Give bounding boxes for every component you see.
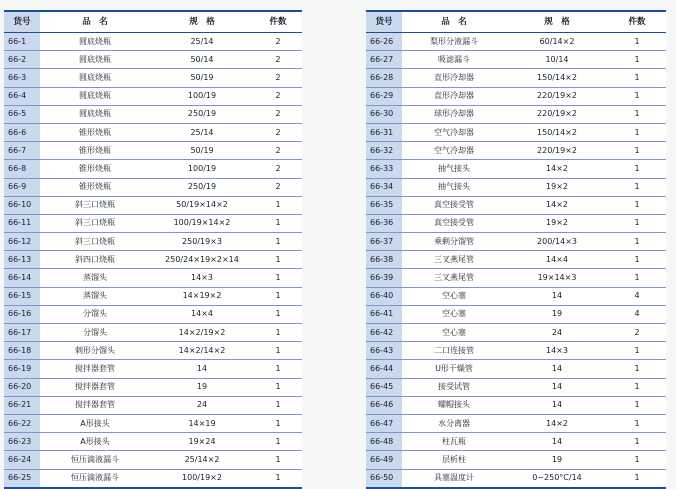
table-row bbox=[366, 396, 666, 414]
cell-qty: 1 bbox=[254, 342, 302, 360]
cell-code: 66-31 bbox=[366, 123, 402, 141]
cell-code: 66-38 bbox=[366, 251, 402, 269]
cell-name: 抽气接头 bbox=[402, 178, 506, 196]
cell-code: 66-2 bbox=[4, 51, 40, 69]
cell-name: 空心塞 bbox=[402, 305, 506, 323]
table-row bbox=[366, 324, 666, 342]
cell-qty: 1 bbox=[608, 214, 666, 232]
table-row bbox=[366, 160, 666, 178]
cell-code: 66-24 bbox=[4, 451, 40, 469]
cell-spec: 19×24 bbox=[150, 433, 254, 451]
cell-name: A形接头 bbox=[40, 414, 150, 432]
table-row bbox=[366, 142, 666, 160]
cell-code: 66-20 bbox=[4, 378, 40, 396]
header-code: 货号 bbox=[4, 11, 40, 33]
table-row bbox=[366, 33, 666, 51]
cell-spec: 14 bbox=[506, 287, 608, 305]
cell-qty: 2 bbox=[254, 142, 302, 160]
table-row bbox=[4, 360, 302, 378]
cell-name: 空心塞 bbox=[402, 287, 506, 305]
cell-spec: 200/14×3 bbox=[506, 233, 608, 251]
cell-spec: 50/19 bbox=[150, 69, 254, 87]
cell-code: 66-25 bbox=[4, 469, 40, 488]
cell-spec: 10/14 bbox=[506, 51, 608, 69]
cell-spec: 14×3 bbox=[506, 342, 608, 360]
cell-name: 搅拌器套管 bbox=[40, 396, 150, 414]
table-row bbox=[366, 87, 666, 105]
cell-qty: 1 bbox=[608, 233, 666, 251]
cell-qty: 4 bbox=[608, 305, 666, 323]
cell-code: 66-23 bbox=[4, 433, 40, 451]
cell-spec: 250/24×19×2×14 bbox=[150, 251, 254, 269]
cell-spec: 14×2 bbox=[506, 414, 608, 432]
cell-code: 66-12 bbox=[4, 233, 40, 251]
cell-name: A形接头 bbox=[40, 433, 150, 451]
cell-code: 66-28 bbox=[366, 69, 402, 87]
table-row bbox=[4, 305, 302, 323]
table-row bbox=[4, 214, 302, 232]
cell-spec: 14×2 bbox=[506, 160, 608, 178]
table-row bbox=[366, 269, 666, 287]
table-row bbox=[366, 233, 666, 251]
cell-name: 搅拌器套管 bbox=[40, 378, 150, 396]
cell-code: 66-43 bbox=[366, 342, 402, 360]
table-row bbox=[4, 178, 302, 196]
table-row bbox=[366, 414, 666, 432]
cell-spec: 14 bbox=[506, 396, 608, 414]
cell-code: 66-5 bbox=[4, 105, 40, 123]
cell-name: 乘剩分馏管 bbox=[402, 233, 506, 251]
cell-spec: 25/14×2 bbox=[150, 451, 254, 469]
cell-code: 66-39 bbox=[366, 269, 402, 287]
cell-name: 斜三口烧瓶 bbox=[40, 214, 150, 232]
cell-code: 66-8 bbox=[4, 160, 40, 178]
cell-code: 66-42 bbox=[366, 324, 402, 342]
cell-qty: 1 bbox=[608, 342, 666, 360]
header-qty: 件数 bbox=[608, 11, 666, 33]
cell-spec: 50/19×14×2 bbox=[150, 196, 254, 214]
cell-name: 空气冷却器 bbox=[402, 142, 506, 160]
table-row bbox=[366, 469, 666, 488]
cell-code: 66-36 bbox=[366, 214, 402, 232]
cell-name: 圆底烧瓶 bbox=[40, 33, 150, 51]
cell-name: 三叉燕尾管 bbox=[402, 251, 506, 269]
cell-spec: 19 bbox=[506, 451, 608, 469]
cell-qty: 2 bbox=[254, 69, 302, 87]
cell-spec: 50/14 bbox=[150, 51, 254, 69]
cell-spec: 100/19×14×2 bbox=[150, 214, 254, 232]
cell-qty: 2 bbox=[254, 33, 302, 51]
cell-name: 分馏头 bbox=[40, 305, 150, 323]
cell-name: 斜四口烧瓶 bbox=[40, 251, 150, 269]
cell-spec: 0~250°C/14 bbox=[506, 469, 608, 488]
cell-spec: 24 bbox=[506, 324, 608, 342]
cell-spec: 14×19 bbox=[150, 414, 254, 432]
cell-name: 锥形烧瓶 bbox=[40, 142, 150, 160]
table-row bbox=[366, 51, 666, 69]
cell-qty: 1 bbox=[254, 433, 302, 451]
cell-spec: 14 bbox=[506, 433, 608, 451]
table-row bbox=[366, 287, 666, 305]
cell-qty: 1 bbox=[608, 87, 666, 105]
table-row bbox=[4, 233, 302, 251]
cell-name: 恒压滴液漏斗 bbox=[40, 451, 150, 469]
cell-code: 66-33 bbox=[366, 160, 402, 178]
table-row bbox=[366, 214, 666, 232]
cell-qty: 1 bbox=[254, 214, 302, 232]
cell-name: 层析柱 bbox=[402, 451, 506, 469]
cell-name: 搅拌器套管 bbox=[40, 360, 150, 378]
cell-code: 66-27 bbox=[366, 51, 402, 69]
cell-spec: 150/14×2 bbox=[506, 123, 608, 141]
table-row bbox=[366, 342, 666, 360]
cell-qty: 2 bbox=[254, 178, 302, 196]
cell-spec: 14×2 bbox=[506, 196, 608, 214]
cell-name: 三叉燕尾管 bbox=[402, 269, 506, 287]
cell-spec: 100/19 bbox=[150, 160, 254, 178]
cell-qty: 1 bbox=[608, 396, 666, 414]
cell-code: 66-18 bbox=[4, 342, 40, 360]
table-row bbox=[4, 33, 302, 51]
cell-qty: 1 bbox=[254, 305, 302, 323]
cell-spec: 60/14×2 bbox=[506, 33, 608, 51]
cell-name: U形干燥管 bbox=[402, 360, 506, 378]
cell-code: 66-22 bbox=[4, 414, 40, 432]
cell-qty: 1 bbox=[254, 196, 302, 214]
cell-code: 66-47 bbox=[366, 414, 402, 432]
table-row bbox=[366, 451, 666, 469]
cell-name: 圆底烧瓶 bbox=[40, 87, 150, 105]
table-row bbox=[4, 269, 302, 287]
table-row bbox=[4, 287, 302, 305]
cell-code: 66-41 bbox=[366, 305, 402, 323]
cell-spec: 250/19 bbox=[150, 178, 254, 196]
table-row bbox=[366, 196, 666, 214]
table-row bbox=[366, 178, 666, 196]
cell-code: 66-3 bbox=[4, 69, 40, 87]
cell-spec: 14 bbox=[150, 360, 254, 378]
table-row bbox=[4, 451, 302, 469]
cell-spec: 19×14×3 bbox=[506, 269, 608, 287]
cell-spec: 14×4 bbox=[150, 305, 254, 323]
cell-name: 蒸馏头 bbox=[40, 269, 150, 287]
cell-qty: 1 bbox=[608, 51, 666, 69]
cell-code: 66-16 bbox=[4, 305, 40, 323]
cell-code: 66-45 bbox=[366, 378, 402, 396]
table-row bbox=[4, 378, 302, 396]
table-row bbox=[366, 360, 666, 378]
cell-name: 梨形分液漏斗 bbox=[402, 33, 506, 51]
table-row bbox=[4, 105, 302, 123]
cell-name: 空心塞 bbox=[402, 324, 506, 342]
cell-qty: 1 bbox=[608, 469, 666, 488]
cell-spec: 19 bbox=[150, 378, 254, 396]
cell-name: 螺帽接头 bbox=[402, 396, 506, 414]
table-row bbox=[4, 142, 302, 160]
cell-qty: 1 bbox=[608, 378, 666, 396]
table-row bbox=[4, 324, 302, 342]
table-row bbox=[4, 342, 302, 360]
cell-name: 恒压滴液漏斗 bbox=[40, 469, 150, 488]
cell-qty: 1 bbox=[608, 142, 666, 160]
cell-qty: 1 bbox=[254, 233, 302, 251]
cell-code: 66-21 bbox=[4, 396, 40, 414]
cell-qty: 1 bbox=[608, 269, 666, 287]
cell-spec: 250/19×3 bbox=[150, 233, 254, 251]
cell-qty: 1 bbox=[608, 178, 666, 196]
cell-qty: 1 bbox=[608, 414, 666, 432]
table-row bbox=[366, 105, 666, 123]
header-name: 品 名 bbox=[40, 11, 150, 33]
cell-name: 柱瓦瓶 bbox=[402, 433, 506, 451]
cell-name: 直形冷却器 bbox=[402, 69, 506, 87]
cell-name: 水分离器 bbox=[402, 414, 506, 432]
cell-spec: 100/19 bbox=[150, 87, 254, 105]
table-row bbox=[366, 433, 666, 451]
cell-code: 66-50 bbox=[366, 469, 402, 488]
table-header-row bbox=[366, 11, 666, 33]
table-row bbox=[366, 123, 666, 141]
cell-qty: 1 bbox=[254, 287, 302, 305]
cell-qty: 1 bbox=[608, 69, 666, 87]
cell-code: 66-4 bbox=[4, 87, 40, 105]
cell-qty: 1 bbox=[254, 324, 302, 342]
table-row bbox=[366, 251, 666, 269]
cell-spec: 19×2 bbox=[506, 178, 608, 196]
cell-spec: 19×2 bbox=[506, 214, 608, 232]
cell-spec: 25/14 bbox=[150, 33, 254, 51]
cell-code: 66-34 bbox=[366, 178, 402, 196]
cell-spec: 50/19 bbox=[150, 142, 254, 160]
cell-name: 圆底烧瓶 bbox=[40, 51, 150, 69]
cell-name: 圆底烧瓶 bbox=[40, 105, 150, 123]
cell-code: 66-17 bbox=[4, 324, 40, 342]
cell-qty: 1 bbox=[254, 269, 302, 287]
cell-qty: 1 bbox=[254, 414, 302, 432]
cell-code: 66-26 bbox=[366, 33, 402, 51]
cell-spec: 25/14 bbox=[150, 123, 254, 141]
cell-name: 吸滤漏斗 bbox=[402, 51, 506, 69]
cell-code: 66-1 bbox=[4, 33, 40, 51]
cell-name: 接受试管 bbox=[402, 378, 506, 396]
cell-qty: 1 bbox=[254, 251, 302, 269]
cell-name: 真空接受管 bbox=[402, 196, 506, 214]
cell-code: 66-13 bbox=[4, 251, 40, 269]
cell-name: 圆底烧瓶 bbox=[40, 69, 150, 87]
table-row bbox=[4, 160, 302, 178]
cell-code: 66-19 bbox=[4, 360, 40, 378]
cell-name: 锥形烧瓶 bbox=[40, 160, 150, 178]
table-row bbox=[4, 196, 302, 214]
cell-qty: 2 bbox=[254, 87, 302, 105]
cell-name: 锥形烧瓶 bbox=[40, 123, 150, 141]
header-spec: 规 格 bbox=[150, 11, 254, 33]
cell-qty: 1 bbox=[608, 123, 666, 141]
cell-qty: 1 bbox=[608, 33, 666, 51]
header-code: 货号 bbox=[366, 11, 402, 33]
cell-qty: 1 bbox=[608, 105, 666, 123]
header-qty: 件数 bbox=[254, 11, 302, 33]
header-spec: 规 格 bbox=[506, 11, 608, 33]
cell-spec: 100/19×2 bbox=[150, 469, 254, 488]
table-row bbox=[4, 414, 302, 432]
table-row bbox=[4, 433, 302, 451]
table-row bbox=[4, 69, 302, 87]
table-row bbox=[366, 378, 666, 396]
cell-code: 66-35 bbox=[366, 196, 402, 214]
cell-code: 66-6 bbox=[4, 123, 40, 141]
table-row bbox=[4, 469, 302, 488]
cell-code: 66-10 bbox=[4, 196, 40, 214]
cell-name: 斜三口烧瓶 bbox=[40, 233, 150, 251]
cell-spec: 150/14×2 bbox=[506, 69, 608, 87]
cell-name: 空气冷却器 bbox=[402, 123, 506, 141]
cell-code: 66-48 bbox=[366, 433, 402, 451]
cell-spec: 14×2/19×2 bbox=[150, 324, 254, 342]
cell-code: 66-46 bbox=[366, 396, 402, 414]
cell-spec: 220/19×2 bbox=[506, 142, 608, 160]
table-row bbox=[366, 305, 666, 323]
cell-code: 66-14 bbox=[4, 269, 40, 287]
cell-qty: 1 bbox=[254, 396, 302, 414]
cell-qty: 2 bbox=[254, 160, 302, 178]
cell-qty: 1 bbox=[254, 378, 302, 396]
cell-name: 球形冷却器 bbox=[402, 105, 506, 123]
cell-qty: 4 bbox=[608, 287, 666, 305]
cell-spec: 14 bbox=[506, 378, 608, 396]
cell-code: 66-30 bbox=[366, 105, 402, 123]
header-name: 品 名 bbox=[402, 11, 506, 33]
table-row bbox=[4, 251, 302, 269]
cell-spec: 250/19 bbox=[150, 105, 254, 123]
cell-spec: 24 bbox=[150, 396, 254, 414]
cell-spec: 14×3 bbox=[150, 269, 254, 287]
cell-qty: 2 bbox=[254, 105, 302, 123]
cell-name: 真空接受管 bbox=[402, 214, 506, 232]
cell-name: 二口连接管 bbox=[402, 342, 506, 360]
cell-qty: 1 bbox=[608, 360, 666, 378]
cell-qty: 2 bbox=[254, 51, 302, 69]
cell-code: 66-37 bbox=[366, 233, 402, 251]
table-row bbox=[366, 69, 666, 87]
cell-name: 蒸馏头 bbox=[40, 287, 150, 305]
cell-qty: 1 bbox=[254, 469, 302, 488]
table-row bbox=[4, 123, 302, 141]
cell-name: 直形冷却器 bbox=[402, 87, 506, 105]
product-table-right bbox=[366, 10, 666, 489]
cell-code: 66-7 bbox=[4, 142, 40, 160]
cell-name: 抽气接头 bbox=[402, 160, 506, 178]
cell-code: 66-44 bbox=[366, 360, 402, 378]
cell-qty: 1 bbox=[608, 196, 666, 214]
cell-spec: 14 bbox=[506, 360, 608, 378]
table-row bbox=[4, 396, 302, 414]
cell-qty: 2 bbox=[254, 123, 302, 141]
cell-spec: 14×4 bbox=[506, 251, 608, 269]
cell-spec: 220/19×2 bbox=[506, 105, 608, 123]
table-header-row bbox=[4, 11, 302, 33]
cell-name: 斜三口烧瓶 bbox=[40, 196, 150, 214]
cell-qty: 1 bbox=[254, 451, 302, 469]
cell-qty: 2 bbox=[608, 324, 666, 342]
table-row bbox=[4, 51, 302, 69]
cell-spec: 19 bbox=[506, 305, 608, 323]
cell-name: 具塞温度计 bbox=[402, 469, 506, 488]
cell-code: 66-15 bbox=[4, 287, 40, 305]
cell-code: 66-29 bbox=[366, 87, 402, 105]
cell-code: 66-32 bbox=[366, 142, 402, 160]
cell-spec: 14×19×2 bbox=[150, 287, 254, 305]
cell-qty: 1 bbox=[254, 360, 302, 378]
cell-name: 刺形分馏头 bbox=[40, 342, 150, 360]
cell-name: 分馏头 bbox=[40, 324, 150, 342]
cell-qty: 1 bbox=[608, 433, 666, 451]
cell-code: 66-11 bbox=[4, 214, 40, 232]
cell-spec: 14×2/14×2 bbox=[150, 342, 254, 360]
cell-code: 66-49 bbox=[366, 451, 402, 469]
cell-qty: 1 bbox=[608, 251, 666, 269]
cell-qty: 1 bbox=[608, 451, 666, 469]
cell-spec: 220/19×2 bbox=[506, 87, 608, 105]
cell-name: 锥形烧瓶 bbox=[40, 178, 150, 196]
product-table-left bbox=[4, 10, 302, 489]
table-row bbox=[4, 87, 302, 105]
cell-code: 66-9 bbox=[4, 178, 40, 196]
cell-qty: 1 bbox=[608, 160, 666, 178]
cell-code: 66-40 bbox=[366, 287, 402, 305]
